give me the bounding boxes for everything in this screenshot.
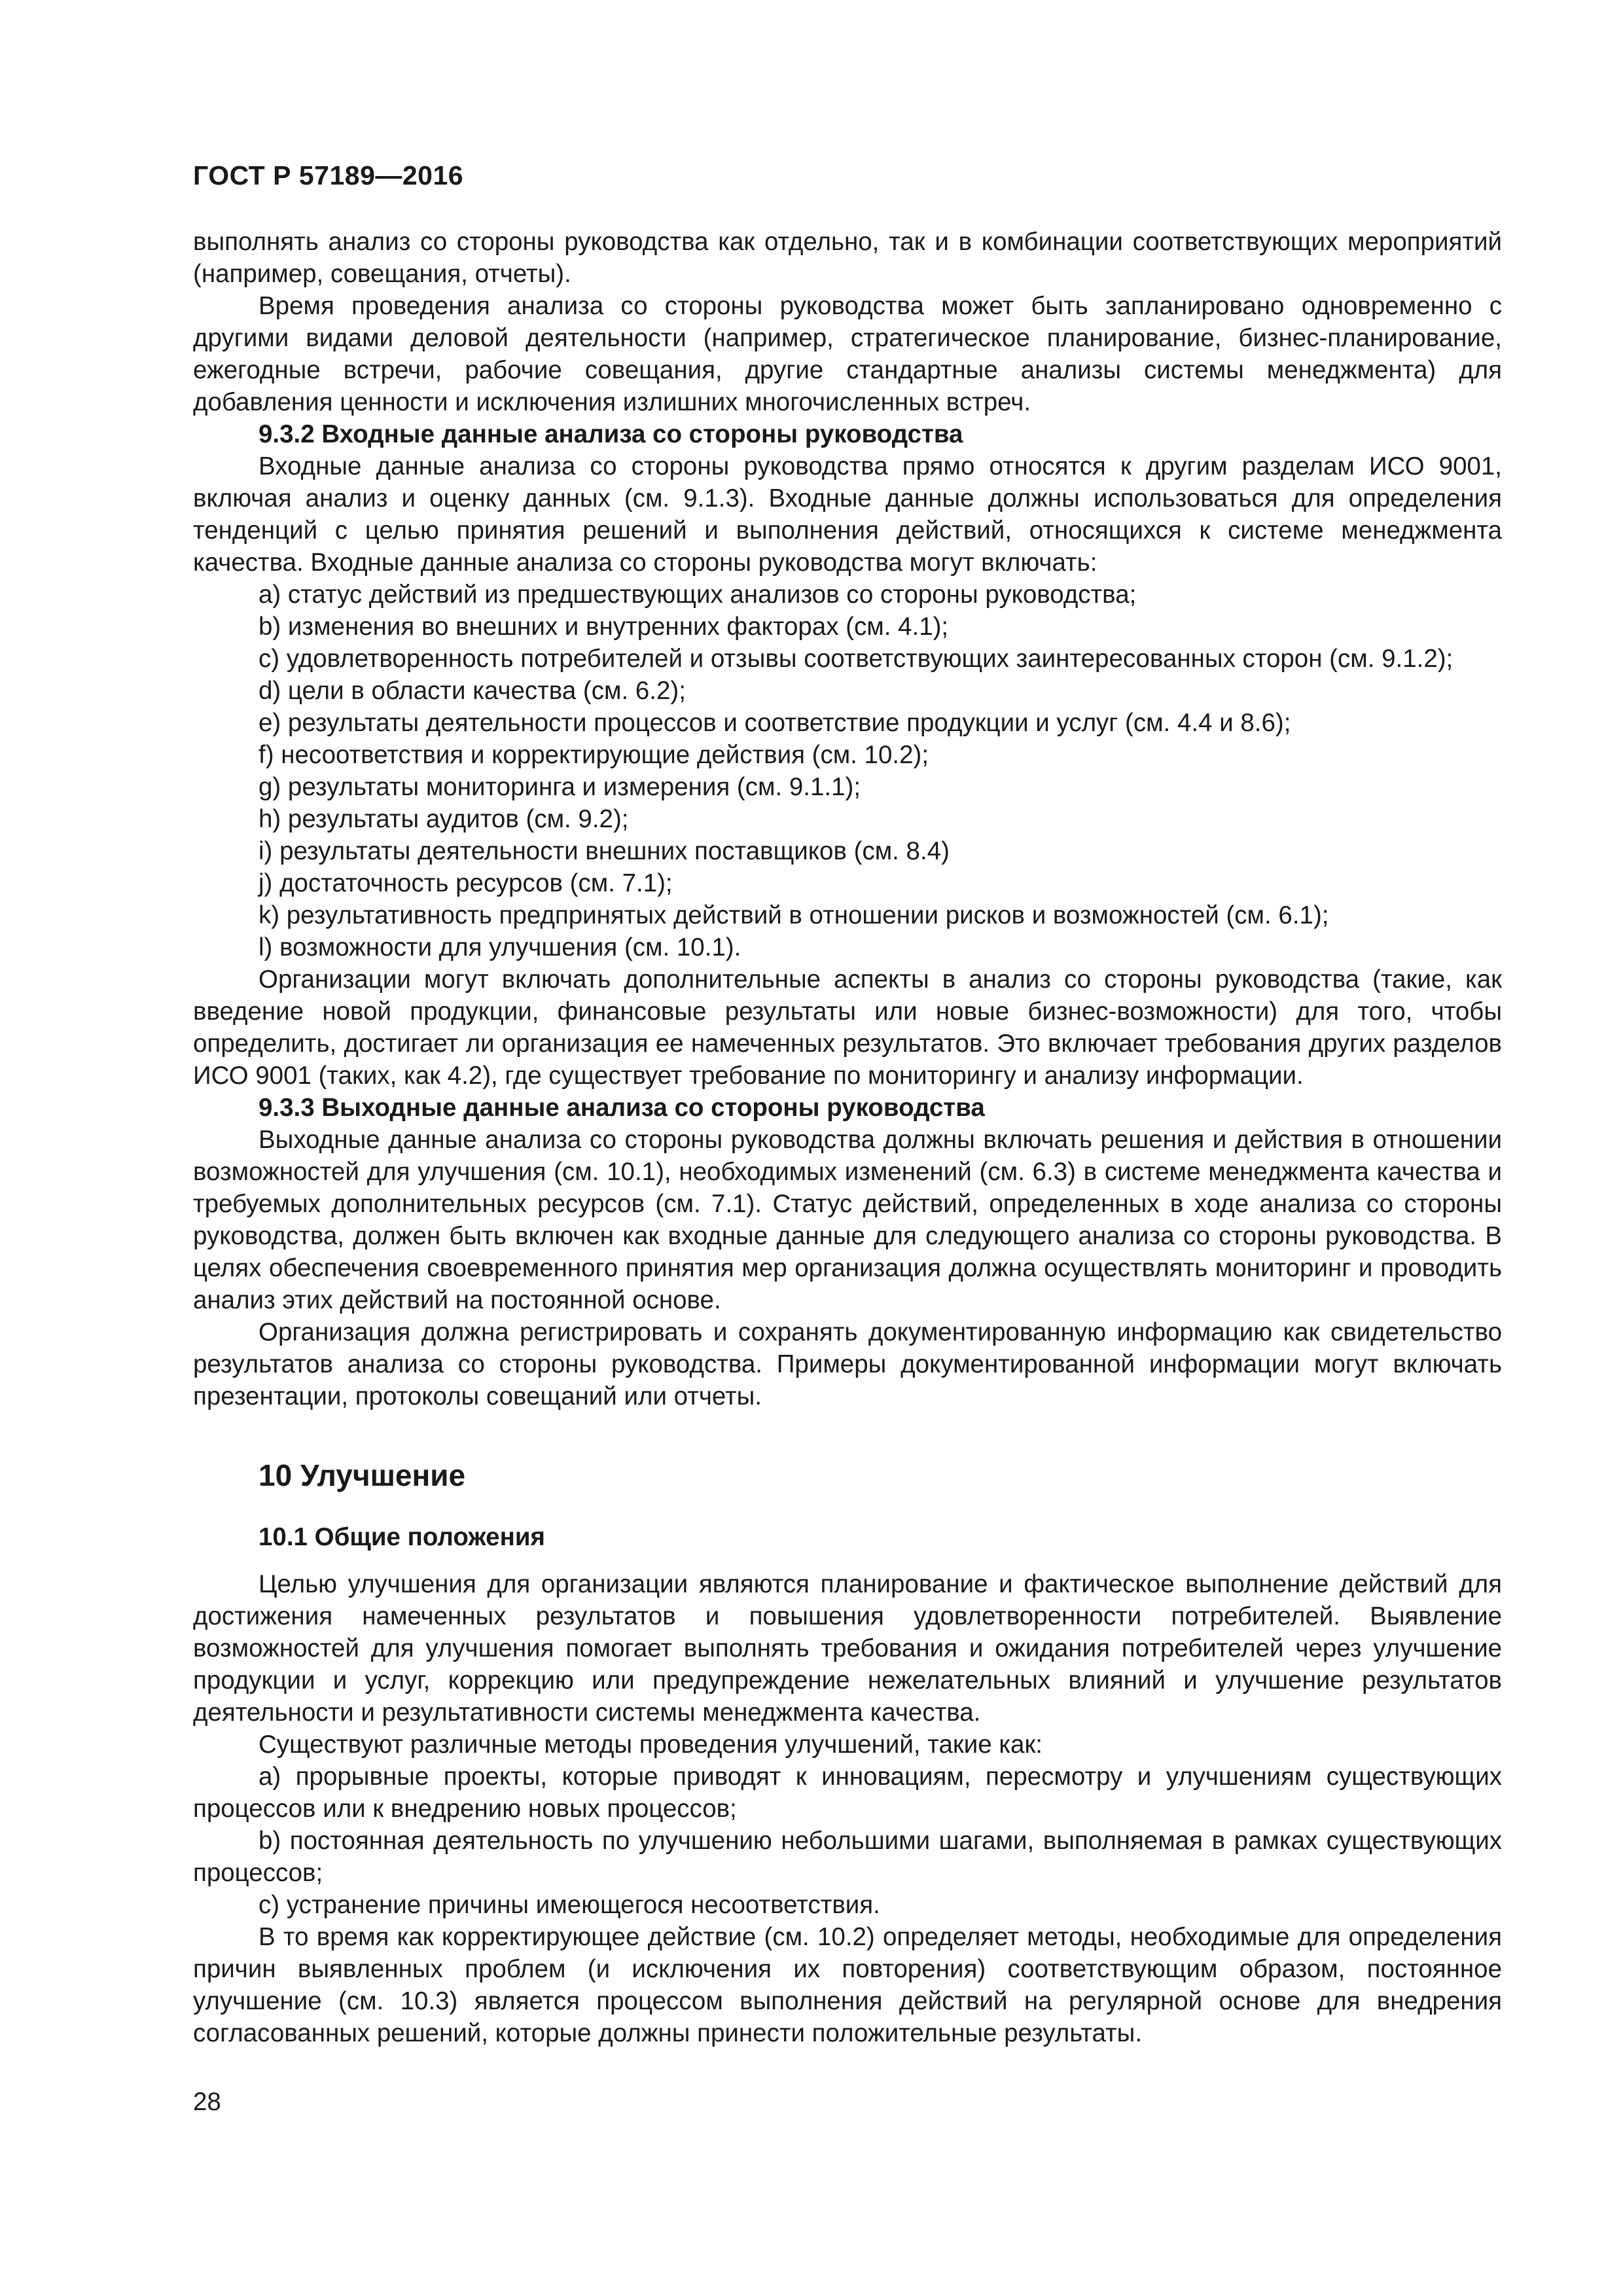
list-item: e) результаты деятельности процессов и соответствие продукции и услуг (см. 4.4 и 8.6); [259, 709, 1291, 737]
document-header: ГОСТ Р 57189—2016 [193, 160, 464, 190]
list-item: g) результаты мониторинга и измерения (см. 9.1.1); [259, 773, 861, 801]
list-item: h) результаты аудитов (см. 9.2); [259, 805, 629, 833]
paragraph: Выходные данные анализа со стороны руководства должны включать решения и действия в отношении возможностей для улучшения (см. 10.1), необходимых изменений (см. 6.3) в системе менеджмента качества и требуемых дополнительных ресурсов (см. 7.1). Статус действий, определенных в ходе анализа со стороны руководства, должен быть включен как входные данные для следующего анализа со стороны руководства. В целях обеспечения своевременного принятия мер организация должна осуществлять мониторинг и проводить анализ этих действий на постоянной основе. [193, 1126, 1502, 1314]
list-item: c) удовлетворенность потребителей и отзывы соответствующих заинтересованных сторон (см. 9.1.2); [259, 645, 1454, 673]
list-item: b) изменения во внешних и внутренних факторах (см. 4.1); [259, 613, 949, 641]
list-item: a) прорывные проекты, которые приводят к инновациям, пересмотру и улучшениям существующих процессов или к внедрению новых процессов; [193, 1763, 1502, 1823]
section-heading-9-3-3: 9.3.3 Выходные данные анализа со стороны руководства [259, 1094, 985, 1122]
paragraph: В то время как корректирующее действие (см. 10.2) определяет методы, необходимые для определения причин выявленных проблем (и исключения их повторения) соответствующим образом, постоянное улучшение (см. 10.3) является процессом выполнения действий на регулярной основе для внедрения согласованных решений, которые должны принести положительные результаты. [193, 1923, 1502, 2047]
paragraph: Организация должна регистрировать и сохранять документированную информацию как свидетельство результатов анализа со стороны руководства. Примеры документированной информации могут включать презентации, протоколы совещаний или отчеты. [193, 1318, 1502, 1410]
list-item: k) результативность предпринятых действий в отношении рисков и возможностей (см. 6.1); [259, 901, 1329, 929]
paragraph: Входные данные анализа со стороны руководства прямо относятся к другим разделам ИСО 9001, включая анализ и оценку данных (см. 9.1.3). Входные данные должны использоваться для определения тенденций с целью принятия решений и выполнения действий, относящихся к системе менеджмента качества. Входные данные анализа со стороны руководства могут включать: [193, 452, 1502, 577]
paragraph: выполнять анализ со стороны руководства как отдельно, так и в комбинации соответствующих мероприятий (например, совещания, отчеты). [193, 228, 1502, 288]
list-item: l) возможности для улучшения (см. 10.1). [259, 933, 741, 961]
section-heading-9-3-2: 9.3.2 Входные данные анализа со стороны руководства [259, 420, 963, 448]
paragraph: Организации могут включать дополнительные аспекты в анализ со стороны руководства (такие, как введение новой продукции, финансовые результаты или новые бизнес-возможности) для того, чтобы определить, достигает ли организация ее намеченных результатов. Это включает требования других разделов ИСО 9001 (таких, как 4.2), где существует требование по мониторингу и анализу информации. [193, 965, 1502, 1090]
list-item: j) достаточность ресурсов (см. 7.1); [259, 869, 673, 897]
section-heading-10: 10 Улучшение [259, 1458, 466, 1492]
list-item: f) несоответствия и корректирующие действия (см. 10.2); [259, 741, 929, 769]
list-item: b) постоянная деятельность по улучшению небольшими шагами, выполняемая в рамках существующих процессов; [193, 1827, 1502, 1887]
list-item: i) результаты деятельности внешних поставщиков (см. 8.4) [259, 837, 950, 865]
list-item: c) устранение причины имеющегося несоответствия. [259, 1891, 880, 1919]
paragraph: Время проведения анализа со стороны руководства может быть запланировано одновременно с другими видами деловой деятельности (например, стратегическое планирование, бизнес-планирование, ежегодные встречи, рабочие совещания, другие стандартные анализы системы менеджмента) для добавления ценности и исключения излишних многочисленных встреч. [193, 292, 1502, 416]
list-item: a) статус действий из предшествующих анализов со стороны руководства; [259, 581, 1137, 609]
list-item: d) цели в области качества (см. 6.2); [259, 677, 686, 705]
document-body [193, 226, 1502, 2049]
section-heading-10-1: 10.1 Общие положения [259, 1523, 545, 1551]
page-number: 28 [193, 2088, 221, 2116]
paragraph: Целью улучшения для организации являются планирование и фактическое выполнение действий для достижения намеченных результатов и повышения удовлетворенности потребителей. Выявление возможностей для улучшения помогает выполнять требования и ожидания потребителей через улучшение продукции и услуг, коррекцию или предупреждение нежелательных влияний и улучшение результатов деятельности и результативности системы менеджмента качества. [193, 1570, 1502, 1727]
paragraph: Существуют различные методы проведения улучшений, такие как: [259, 1731, 1043, 1759]
